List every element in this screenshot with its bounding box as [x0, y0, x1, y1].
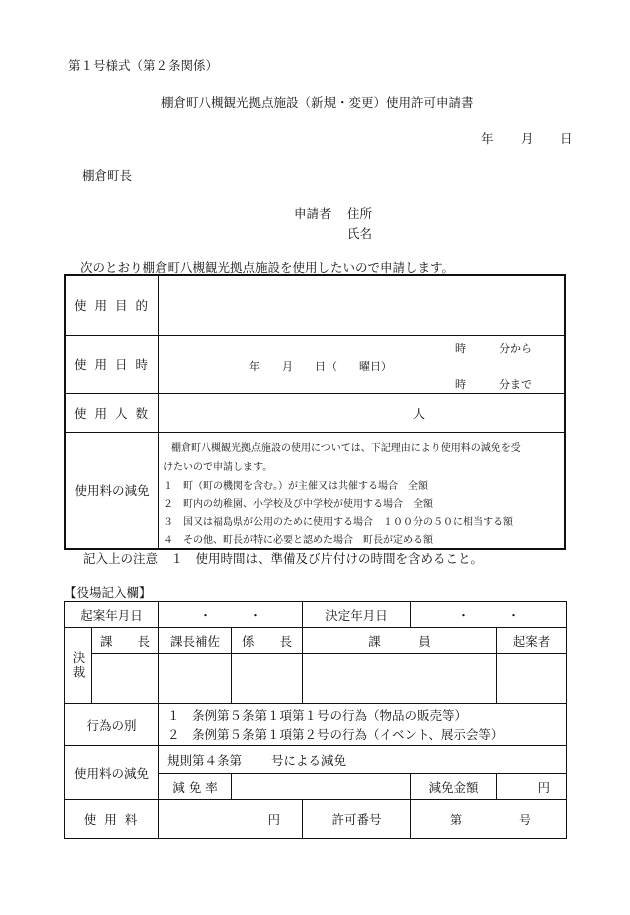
section-chief-label: 課 長 — [92, 628, 159, 654]
people-field[interactable] — [159, 393, 566, 432]
permit-number-label: 許可番号 — [303, 800, 411, 839]
fee-value[interactable]: 円 — [159, 800, 303, 839]
application-table — [64, 274, 566, 550]
exemption-amount-value[interactable]: 円 — [497, 774, 567, 800]
addressee: 棚倉町長 — [82, 168, 133, 183]
time-from: 時 分から — [455, 341, 532, 355]
unit-chief-label: 係 長 — [232, 628, 303, 654]
permit-go: 号 — [519, 813, 532, 827]
date-text: 年 月 日（ 曜日） — [249, 359, 392, 373]
exemption-item: ２ 町内の幼稚園、小学校及び中学校が使用する場合 全額 — [163, 498, 433, 510]
exemption-rate-label: 減 免 率 — [159, 774, 232, 800]
date-month: 月 — [521, 131, 534, 146]
staff-seal[interactable] — [303, 654, 497, 704]
fee-label: 使 用 料 — [65, 800, 159, 839]
time-to: 時 分まで — [455, 377, 532, 391]
act-type-label: 行為の別 — [65, 704, 159, 746]
exemption-field — [159, 432, 566, 549]
office-section-title: 【役場記入欄】 — [64, 585, 152, 600]
act-type-option: ２ 条例第５条第１項第２号の行為（イベント、展示会等） — [167, 726, 504, 742]
exemption-item: ３ 国又は福島県が公用のために使用する場合 １００分の５０に相当する額 — [163, 516, 513, 528]
page-title: 棚倉町八槻観光拠点施設（新規・変更）使用許可申請書 — [161, 95, 474, 110]
act-type-options[interactable] — [159, 704, 567, 746]
form-number: 第１号様式（第２条関係） — [68, 58, 219, 73]
draft-date-label: 起案年月日 — [65, 602, 159, 628]
date-day: 日 — [560, 131, 573, 146]
permit-dai: 第 — [450, 813, 463, 827]
applicant-label: 申請者 — [294, 206, 332, 221]
office-table — [64, 601, 567, 839]
exemption-label: 使用料の減免 — [65, 432, 159, 549]
people-label: 使 用 人 数 — [65, 393, 159, 432]
exemption-item: ４ その他、町長が特に必要と認めた場合 町長が定める額 — [163, 534, 433, 546]
exemption-rule[interactable]: 規則第４条第 号による減免 — [159, 746, 567, 774]
exemption-intro-2: けたいので申請します。 — [163, 461, 273, 473]
exemption-intro-1: 棚倉町八槻観光拠点施設の使用については、下記理由により使用料の減免を受 — [171, 442, 521, 454]
people-unit: 人 — [413, 406, 426, 421]
unit-chief-seal[interactable] — [232, 654, 303, 704]
date-year: 年 — [481, 131, 494, 146]
permit-number-value[interactable] — [411, 800, 567, 839]
decision-date-label: 決定年月日 — [303, 602, 411, 628]
entry-note: 記入上の注意 １ 使用時間は、準備及び片付けの時間を含めること。 — [83, 551, 484, 566]
address-label: 住所 — [347, 206, 373, 221]
drafter-label: 起案者 — [497, 628, 567, 654]
intro-text: 次のとおり棚倉町八槻観光拠点施設を使用したいので申請します。 — [80, 260, 455, 275]
deputy-chief-label: 課長補佐 — [159, 628, 232, 654]
datetime-label: 使 用 日 時 — [65, 335, 159, 393]
deputy-chief-seal[interactable] — [159, 654, 232, 704]
datetime-field[interactable] — [159, 335, 566, 393]
decision-date-value[interactable]: ・ ・ — [411, 602, 567, 628]
purpose-field[interactable] — [159, 275, 566, 335]
exemption-rate-value[interactable] — [232, 774, 411, 800]
staff-label: 課 員 — [303, 628, 497, 654]
name-label: 氏名 — [347, 226, 373, 241]
draft-date-value[interactable]: ・ ・ — [159, 602, 303, 628]
section-chief-seal[interactable] — [92, 654, 159, 704]
office-exemption-label: 使用料の減免 — [65, 746, 159, 800]
exemption-amount-label: 減免金額 — [411, 774, 497, 800]
exemption-item: １ 町（町の機関を含む。）が主催又は共催する場合 全額 — [163, 480, 428, 492]
act-type-option: １ 条例第５条第１項第１号の行為（物品の販売等） — [167, 707, 468, 723]
purpose-label: 使 用 目 的 — [65, 275, 159, 335]
drafter-seal[interactable] — [497, 654, 567, 704]
approval-label: 決裁 — [65, 628, 92, 704]
